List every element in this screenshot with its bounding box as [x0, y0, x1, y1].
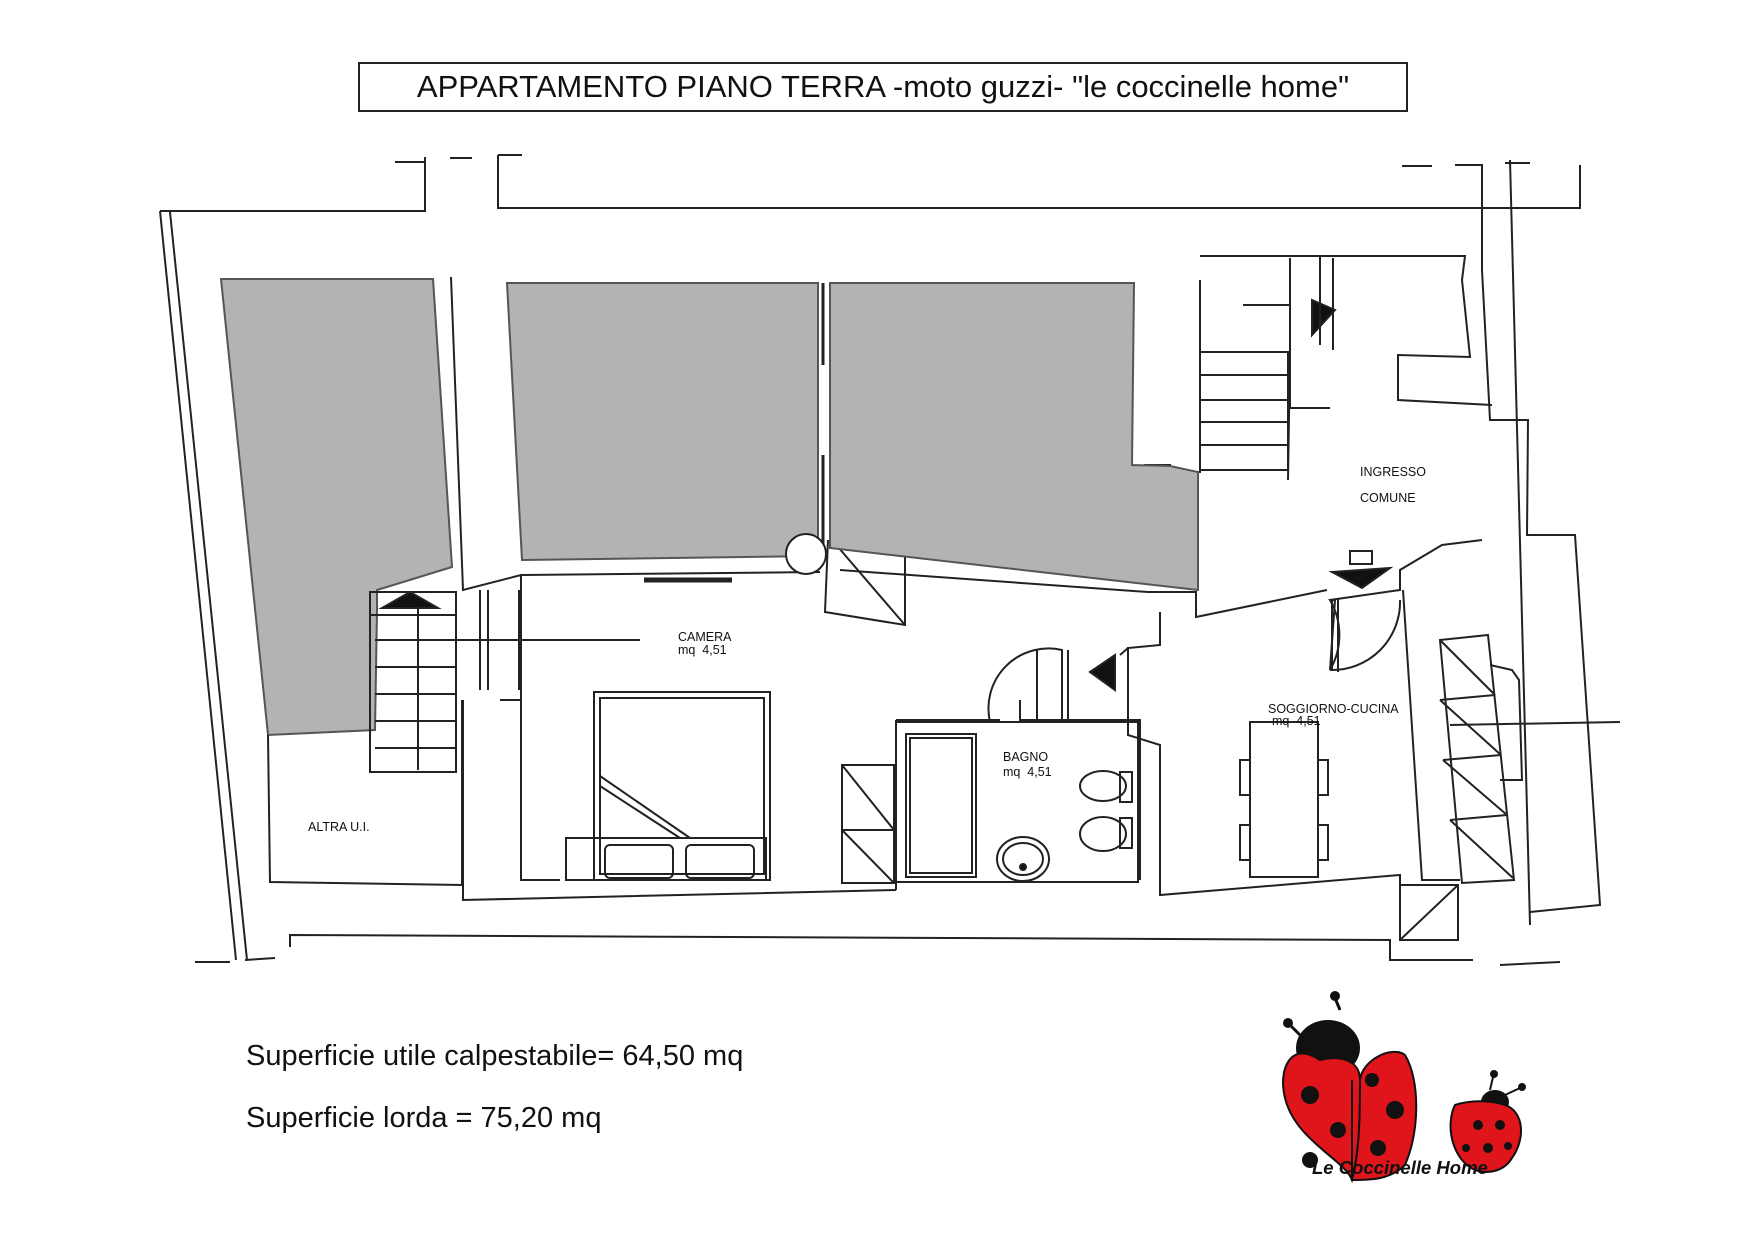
- plan-title-text: APPARTAMENTO PIANO TERRA -moto guzzi- "le coccinelle home": [416, 69, 1350, 104]
- wardrobe-camera: [842, 765, 894, 883]
- kitchen-counter: [1440, 635, 1620, 883]
- superficie-utile: Superficie utile calpestabile= 64,50 mq: [246, 1040, 744, 1072]
- shaded-areas: [221, 279, 1198, 735]
- ladybug-logo-large: [1283, 991, 1416, 1180]
- pillar-circle: [786, 534, 826, 574]
- superficie-lorda: Superficie lorda = 75,20 mq: [246, 1102, 602, 1134]
- label-bagno-area: mq 4,51: [1003, 765, 1052, 779]
- entry-door: [1330, 551, 1400, 672]
- label-altra-ui: ALTRA U.I.: [308, 820, 370, 834]
- label-soggiorno-area: mq 4,51: [1272, 714, 1321, 728]
- label-camera: CAMERA: [678, 630, 732, 644]
- label-ingresso: INGRESSO: [1360, 465, 1426, 479]
- bed: [566, 692, 770, 880]
- label-camera-area: mq 4,51: [678, 643, 727, 657]
- kitchen-table: [1240, 722, 1328, 877]
- label-bagno: BAGNO: [1003, 750, 1049, 764]
- brand-name: Le Coccinelle Home: [1312, 1157, 1488, 1178]
- staircase-right: [1200, 256, 1335, 480]
- label-comune: COMUNE: [1360, 491, 1416, 505]
- wardrobe-soggiorno: [1400, 885, 1458, 940]
- label-soggiorno: SOGGIORNO-CUCINA: [1268, 702, 1399, 716]
